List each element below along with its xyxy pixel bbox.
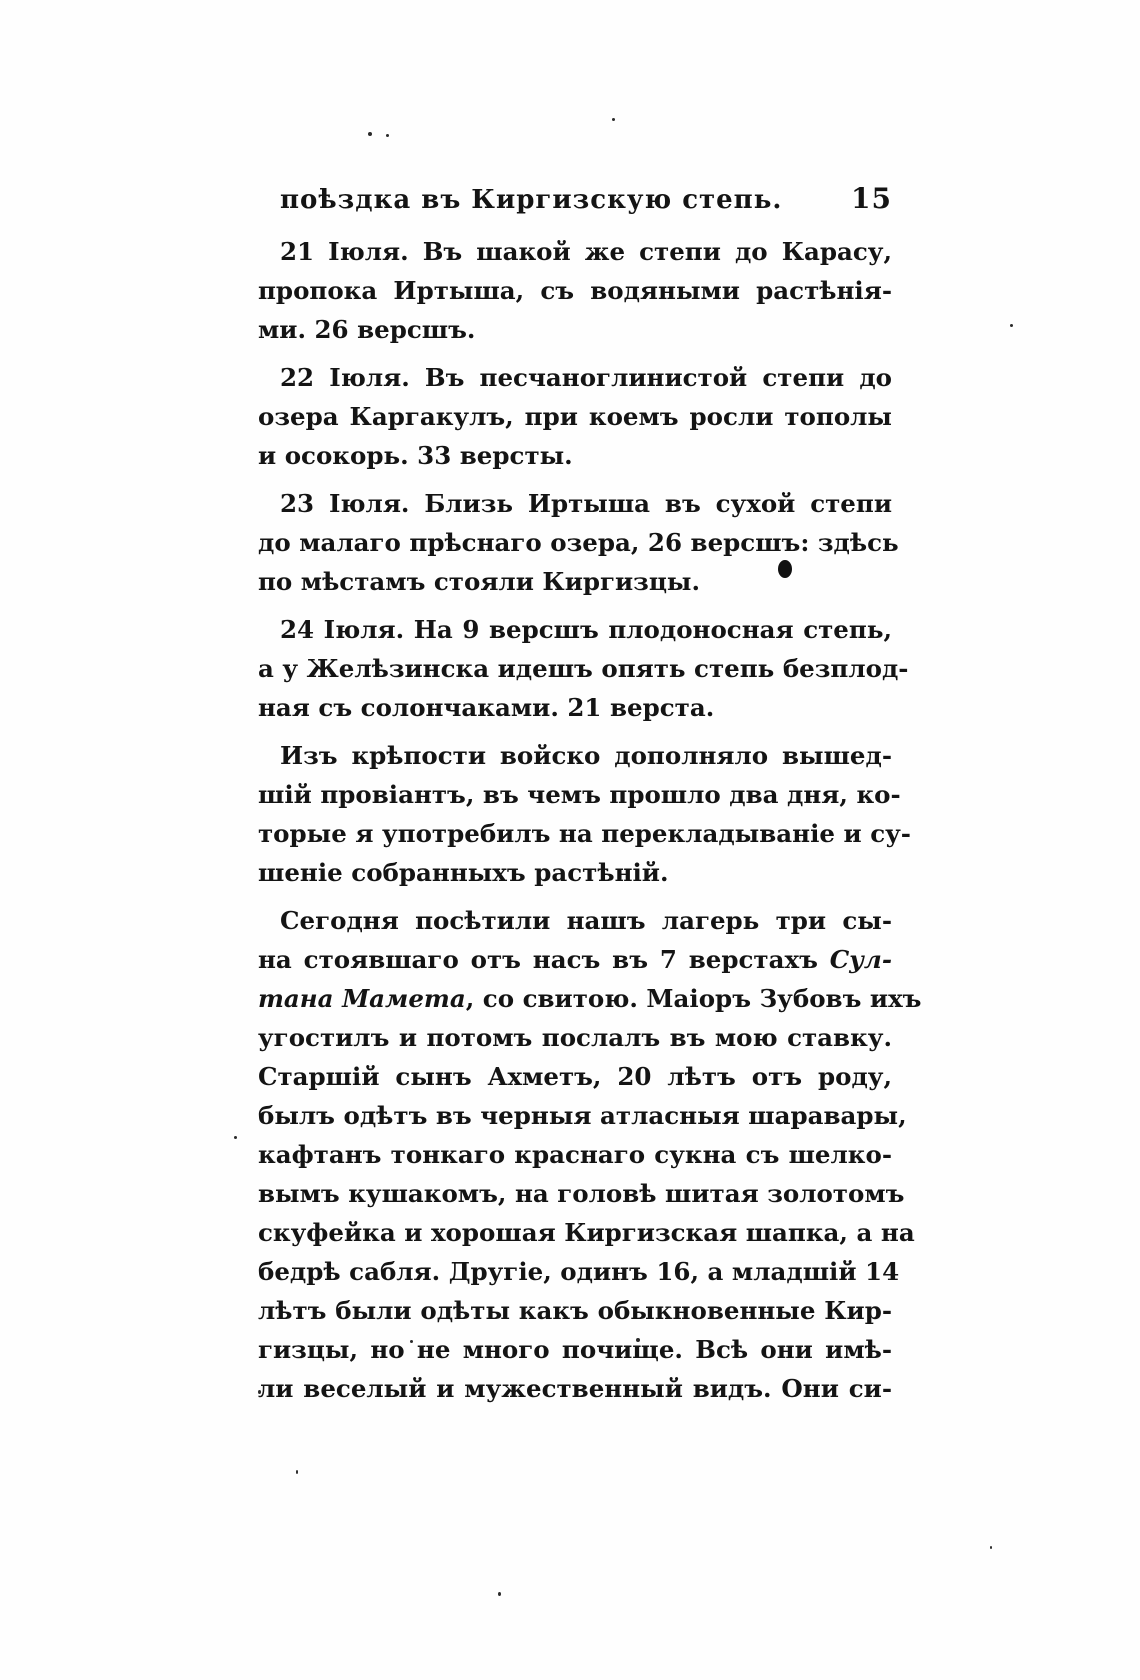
scan-speck xyxy=(296,1470,298,1474)
text-line: гизцы, но не много почище. Всѣ они имѣ- xyxy=(258,1335,892,1364)
paragraph-sultan-visit xyxy=(258,901,922,1408)
text-line: вымъ кушакомъ, на головѣ шитая золотомъ xyxy=(258,1179,905,1208)
text-line: пропока Иртыша, съ водяными растѣнія- xyxy=(258,276,892,305)
text-line: скуфейка и хорошая Киргизская шапка, а на xyxy=(258,1218,915,1247)
text-run: , со свитою. Маіоръ Зубовъ ихъ xyxy=(465,984,922,1013)
scan-speck xyxy=(386,134,389,137)
text-line: Изъ крѣпости войско дополняло вышед- xyxy=(280,741,892,770)
running-head xyxy=(258,182,892,224)
diary-entry-july-24 xyxy=(258,610,909,727)
paragraph-provisions xyxy=(258,736,911,892)
italic-name: Сул- xyxy=(829,945,892,974)
text-line: до малаго прѣснаго озера, 26 версшъ: здѣсь xyxy=(258,528,899,557)
page-number: 15 xyxy=(851,182,892,215)
scan-speck xyxy=(234,1136,237,1139)
text-line: озера Каргакулъ, при коемъ росли тополы xyxy=(258,402,892,431)
text-line: 21 Іюля. Въ шакой же степи до Карасу, xyxy=(280,237,892,266)
diary-entry-july-23 xyxy=(258,484,899,601)
text-line: шій провіантъ, въ чемъ прошло два дня, ко- xyxy=(258,780,901,809)
text-run: на стоявшаго отъ насъ въ 7 верстахъ xyxy=(258,945,830,974)
text-line: шеніе собранныхъ растѣній. xyxy=(258,858,669,887)
text-line: Сегодня посѣтили нашъ лагерь три сы- xyxy=(280,906,892,935)
scan-speck xyxy=(1010,324,1013,327)
text-line xyxy=(258,979,922,1018)
text-line: и осокорь. 33 версты. xyxy=(258,441,573,470)
italic-name: тана Мамета xyxy=(258,984,466,1013)
text-line: кафтанъ тонкаго краснаго сукна съ шелко- xyxy=(258,1140,892,1169)
scan-speck xyxy=(498,1592,501,1596)
text-line: бедрѣ сабля. Другіе, одинъ 16, а младшій 14 xyxy=(258,1257,900,1286)
scan-speck xyxy=(612,118,615,121)
text-line: Старшій сынъ Ахметъ, 20 лѣтъ отъ роду, xyxy=(258,1062,892,1091)
diary-entry-july-21 xyxy=(258,232,892,349)
text-line: угостилъ и потомъ послалъ въ мою ставку. xyxy=(258,1023,892,1052)
running-head-title: поѣздка въ Киргизскую степь. xyxy=(280,185,783,215)
text-line: ная съ солончаками. 21 верста. xyxy=(258,693,715,722)
diary-entry-july-22 xyxy=(258,358,892,475)
text-line: былъ одѣтъ въ черныя атласныя шаравары, xyxy=(258,1101,907,1130)
text-line: 23 Іюля. Близь Иртыша въ сухой степи xyxy=(280,489,892,518)
text-line xyxy=(258,940,892,979)
page-text-block xyxy=(258,182,922,1417)
text-line: по мѣстамъ стояли Киргизцы. xyxy=(258,567,701,596)
text-line: лѣтъ были одѣты какъ обыкновенные Кир- xyxy=(258,1296,892,1325)
text-line: ли веселый и мужественный видъ. Они си- xyxy=(258,1374,892,1403)
scan-speck xyxy=(990,1546,992,1549)
scan-speck xyxy=(368,132,372,136)
text-line: ми. 26 версшъ. xyxy=(258,315,476,344)
text-line: 24 Іюля. На 9 версшъ плодоносная степь, xyxy=(280,615,892,644)
text-line: 22 Іюля. Въ песчаноглинистой степи до xyxy=(280,363,892,392)
text-line: торые я употребилъ на перекладываніе и су- xyxy=(258,819,911,848)
text-line: а у Желѣзинска идешъ опять степь безплод- xyxy=(258,654,909,683)
